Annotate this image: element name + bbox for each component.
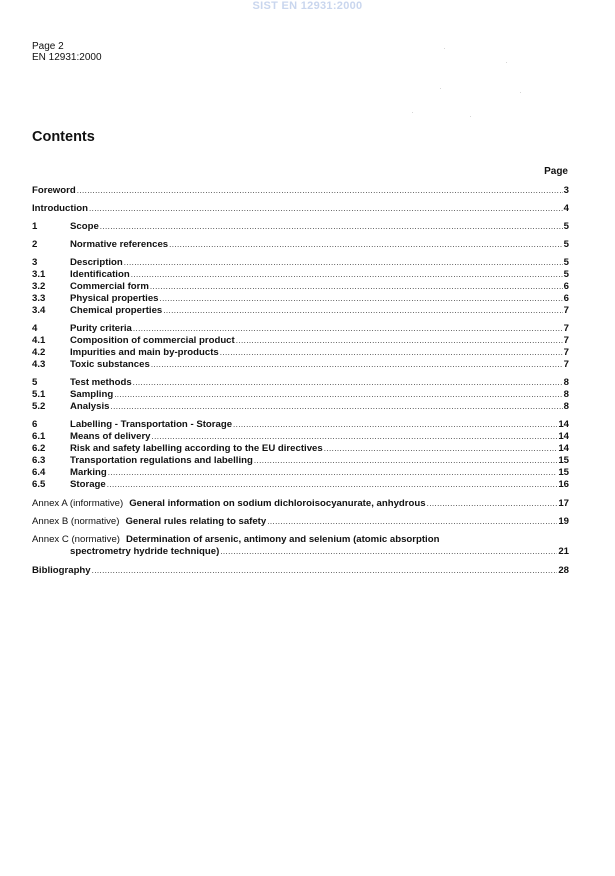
toc-page: 15 bbox=[558, 455, 569, 466]
toc-page: 14 bbox=[558, 431, 569, 442]
toc-number: 6 bbox=[32, 419, 38, 430]
toc-entry[interactable] bbox=[32, 238, 569, 250]
toc-page: 7 bbox=[563, 359, 569, 370]
toc-entry[interactable] bbox=[32, 292, 569, 304]
toc-entry[interactable] bbox=[32, 334, 569, 346]
toc-page: 7 bbox=[563, 335, 569, 346]
page-title: Contents bbox=[32, 129, 95, 145]
dot-leader bbox=[427, 498, 558, 509]
scan-speck bbox=[470, 116, 471, 117]
toc-page: 28 bbox=[558, 565, 569, 576]
toc-entry[interactable] bbox=[32, 400, 569, 412]
toc-page: 17 bbox=[558, 498, 569, 509]
toc-number: 3.3 bbox=[32, 293, 46, 304]
annex-prefix: Annex A (informative) bbox=[32, 498, 124, 509]
toc-number: 4 bbox=[32, 323, 38, 334]
toc-number: 3.1 bbox=[32, 269, 46, 280]
toc-entry[interactable] bbox=[32, 442, 569, 454]
watermark: SIST EN 12931:2000 bbox=[252, 0, 363, 12]
toc-entry[interactable] bbox=[32, 304, 569, 316]
dot-leader bbox=[267, 516, 557, 527]
toc-label: Commercial form bbox=[70, 281, 149, 292]
dot-leader bbox=[152, 431, 558, 442]
toc-page: 7 bbox=[563, 347, 569, 358]
toc-page: 16 bbox=[558, 479, 569, 490]
toc-page: 21 bbox=[558, 546, 569, 557]
page-number: Page 2 bbox=[32, 41, 64, 52]
toc-label: Risk and safety labelling according to the EU directives bbox=[70, 443, 323, 454]
toc-entry[interactable] bbox=[32, 388, 569, 400]
toc-label: Description bbox=[70, 257, 123, 268]
toc-label: Analysis bbox=[70, 401, 110, 412]
toc-entry[interactable] bbox=[32, 478, 569, 490]
toc-number: 4.2 bbox=[32, 347, 46, 358]
toc-page: 8 bbox=[563, 377, 569, 388]
toc-entry[interactable] bbox=[32, 430, 569, 442]
toc-label: Chemical properties bbox=[70, 305, 163, 316]
toc-page: 3 bbox=[563, 185, 569, 196]
scan-speck bbox=[506, 62, 507, 63]
dot-leader bbox=[110, 401, 562, 412]
toc-entry[interactable] bbox=[32, 418, 569, 430]
toc-page: 19 bbox=[558, 516, 569, 527]
dot-leader bbox=[77, 185, 563, 196]
toc-number: 6.1 bbox=[32, 431, 46, 442]
toc-label: Test methods bbox=[70, 377, 132, 388]
toc-label: Bibliography bbox=[32, 565, 91, 576]
dot-leader bbox=[151, 359, 563, 370]
toc-label: Composition of commercial product bbox=[70, 335, 235, 346]
toc-entry-introduction[interactable] bbox=[32, 202, 569, 214]
dot-leader bbox=[220, 347, 563, 358]
toc-number: 3.4 bbox=[32, 305, 46, 316]
toc-number: 6.2 bbox=[32, 443, 46, 454]
toc-page: 5 bbox=[563, 269, 569, 280]
standard-number: EN 12931:2000 bbox=[32, 52, 102, 63]
toc-label: Foreword bbox=[32, 185, 76, 196]
toc-number: 5.1 bbox=[32, 389, 46, 400]
toc-entry[interactable] bbox=[32, 280, 569, 292]
toc-number: 6.5 bbox=[32, 479, 46, 490]
toc-label: Identification bbox=[70, 269, 130, 280]
dot-leader bbox=[150, 281, 563, 292]
scan-speck bbox=[440, 88, 441, 89]
dot-leader bbox=[160, 293, 563, 304]
toc-page: 7 bbox=[563, 305, 569, 316]
toc-label: Purity criteria bbox=[70, 323, 132, 334]
toc-label: Transportation regulations and labelling bbox=[70, 455, 253, 466]
toc-label: General rules relating to safety bbox=[125, 516, 267, 527]
toc-label: Introduction bbox=[32, 203, 88, 214]
dot-leader bbox=[108, 467, 558, 478]
scan-speck bbox=[412, 112, 413, 113]
toc-entry[interactable] bbox=[32, 220, 569, 232]
toc-label: Labelling - Transportation - Storage bbox=[70, 419, 233, 430]
toc-label: Scope bbox=[70, 221, 99, 232]
toc-number: 4.1 bbox=[32, 335, 46, 346]
toc-page: 15 bbox=[558, 467, 569, 478]
toc-annex-b[interactable] bbox=[32, 515, 569, 527]
toc-entry[interactable] bbox=[32, 454, 569, 466]
dot-leader bbox=[131, 269, 563, 280]
toc-label: Physical properties bbox=[70, 293, 159, 304]
dot-leader bbox=[92, 565, 558, 576]
dot-leader bbox=[107, 479, 558, 490]
toc-label: General information on sodium dichloroisocyanurate, anhydrous bbox=[129, 498, 426, 509]
toc-page: 14 bbox=[558, 443, 569, 454]
toc-label: Toxic substances bbox=[70, 359, 150, 370]
dot-leader bbox=[233, 419, 557, 430]
dot-leader bbox=[100, 221, 563, 232]
toc-annex-c-continuation[interactable] bbox=[32, 545, 569, 557]
toc-entry[interactable] bbox=[32, 268, 569, 280]
annex-prefix: Annex B (normative) bbox=[32, 516, 120, 527]
toc-label: Means of delivery bbox=[70, 431, 151, 442]
toc-number: 5.2 bbox=[32, 401, 46, 412]
toc-page: 14 bbox=[558, 419, 569, 430]
toc-page: 5 bbox=[563, 257, 569, 268]
dot-leader bbox=[220, 546, 557, 557]
toc-number: 6.4 bbox=[32, 467, 46, 478]
toc-number: 2 bbox=[32, 239, 38, 250]
toc-number: 3.2 bbox=[32, 281, 46, 292]
toc-number: 4.3 bbox=[32, 359, 46, 370]
toc-entry[interactable] bbox=[32, 466, 569, 478]
toc-label: Impurities and main by-products bbox=[70, 347, 219, 358]
toc-label: Storage bbox=[70, 479, 106, 490]
toc-page: 8 bbox=[563, 389, 569, 400]
toc-page: 6 bbox=[563, 281, 569, 292]
toc-entry-bibliography[interactable] bbox=[32, 564, 569, 576]
dot-leader bbox=[89, 203, 563, 214]
toc-entry[interactable] bbox=[32, 358, 569, 370]
toc-annex-c[interactable] bbox=[32, 533, 569, 545]
dot-leader bbox=[254, 455, 557, 466]
toc-entry[interactable] bbox=[32, 256, 569, 268]
dot-leader bbox=[169, 239, 563, 250]
dot-leader bbox=[133, 323, 563, 334]
page-header bbox=[32, 41, 102, 63]
dot-leader bbox=[124, 257, 563, 268]
toc-page: 8 bbox=[563, 401, 569, 412]
toc-annex-a[interactable] bbox=[32, 497, 569, 509]
toc-label: Sampling bbox=[70, 389, 114, 400]
toc-entry[interactable] bbox=[32, 346, 569, 358]
scan-speck bbox=[444, 48, 445, 49]
toc-label: Determination of arsenic, antimony and selenium (atomic absorption bbox=[125, 534, 440, 545]
toc-page: 6 bbox=[563, 293, 569, 304]
toc-number: 6.3 bbox=[32, 455, 46, 466]
dot-leader bbox=[324, 443, 558, 454]
toc-entry[interactable] bbox=[32, 322, 569, 334]
toc-label: Marking bbox=[70, 467, 107, 478]
scan-speck bbox=[520, 92, 521, 93]
dot-leader bbox=[163, 305, 562, 316]
dot-leader bbox=[236, 335, 563, 346]
annex-prefix: Annex C (normative) bbox=[32, 534, 120, 545]
toc-page: 5 bbox=[563, 221, 569, 232]
page-column-heading: Page bbox=[544, 166, 568, 177]
toc-label: Normative references bbox=[70, 239, 169, 250]
dot-leader bbox=[114, 389, 562, 400]
toc-entry-foreword[interactable] bbox=[32, 184, 569, 196]
toc-entry[interactable] bbox=[32, 376, 569, 388]
toc-page: 5 bbox=[563, 239, 569, 250]
toc-number: 5 bbox=[32, 377, 38, 388]
toc-number: 1 bbox=[32, 221, 38, 232]
toc-number: 3 bbox=[32, 257, 38, 268]
dot-leader bbox=[133, 377, 563, 388]
toc-page: 4 bbox=[563, 203, 569, 214]
toc-page: 7 bbox=[563, 323, 569, 334]
toc-label: spectrometry hydride technique) bbox=[70, 546, 220, 557]
